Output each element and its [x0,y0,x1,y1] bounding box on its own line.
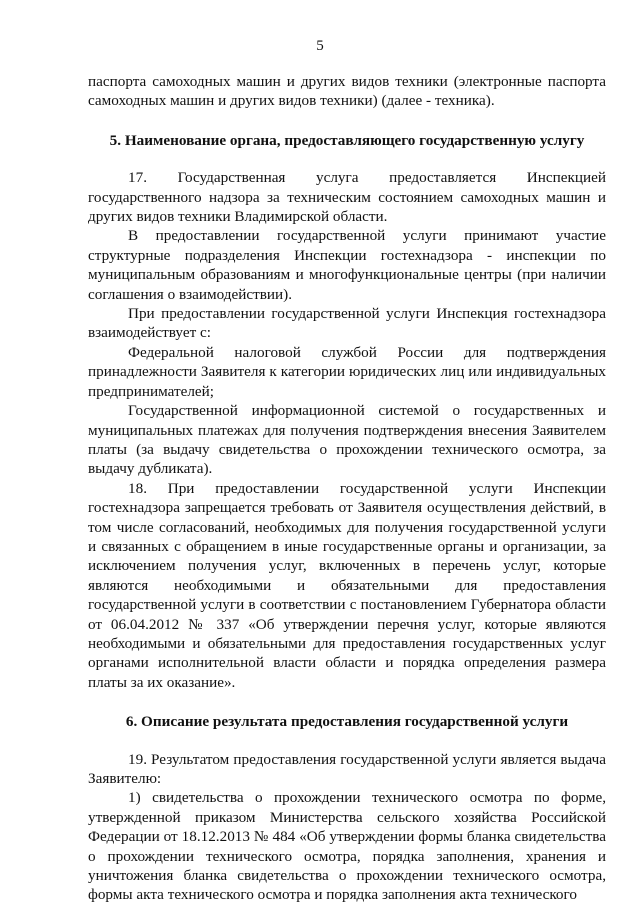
document-body [88,72,606,905]
section-5-paragraph: В предоставлении государственной услуги принимают участие структурные подразделения Инспекции гостехнадзора - инспекции по муниципальным образованиям и многофункциональные центры (при наличии соглашения о взаимодействии). [88,227,606,303]
section-5-heading: 5. Наименование органа, предоставляющего государственную услугу [109,131,585,149]
section-6-paragraph: 19. Результатом предоставления государственной услуги является выдача Заявителю: [88,750,606,787]
section-5-paragraph: 17. Государственная услуга предоставляется Инспекцией государственного надзора за техническим состоянием самоходных машин и других видов техники Владимирской области. [88,169,606,226]
page-number: 5 [316,38,324,54]
section-6-heading: 6. Описание результата предоставления государственной услуги [125,713,569,731]
section-5-paragraph: 18. При предоставлении государственной услуги Инспекции гостехнадзора запрещается требовать от Заявителя осуществления действий, в том числе согласований, необходимых для получения государственной услуги и связанных с обращением в иные государственные органы и организации, за исключением получения услуг, включенных в перечень услуг, которые являются необходимыми и обязательными для предоставления государственной услуги в соответствии с постановлением Губернатора области от 06.04.2012 № 337 «Об утверждении перечня услуг, которые являются необходимыми и обязательными для предоставления государственных услуг органами исполнительной власти области и порядка определения размера платы за их оказание». [88,479,606,691]
section-5-paragraph: При предоставлении государственной услуги Инспекция гостехнадзора взаимодействует с: [88,305,606,342]
section-5-paragraph: Федеральной налоговой службой России для подтверждения принадлежности Заявителя к категории юридических лиц или индивидуальных предпринимателей; [88,343,606,400]
section-5-paragraph: Государственной информационной системой о государственных и муниципальных платежах для получения подтверждения внесения Заявителем платы (за выдачу свидетельства о прохождении технического осмотра, за выдачу дубликата). [88,402,606,478]
section-6-paragraph: 1) свидетельства о прохождении технического осмотра по форме, утвержденной приказом Министерства сельского хозяйства Российской Федерации от 18.12.2013 № 484 «Об утверждении формы бланка свидетельства о прохождении технического осмотра, порядка заполнения, хранения и уничтожения бланка свидетельства о прохождении технического осмотра, формы акта технического осмотра и порядка заполнения акта технического [88,789,606,904]
intro-paragraph: паспорта самоходных машин и других видов техники (электронные паспорта самоходных машин и других видов техники) (далее - техника). [88,73,606,110]
